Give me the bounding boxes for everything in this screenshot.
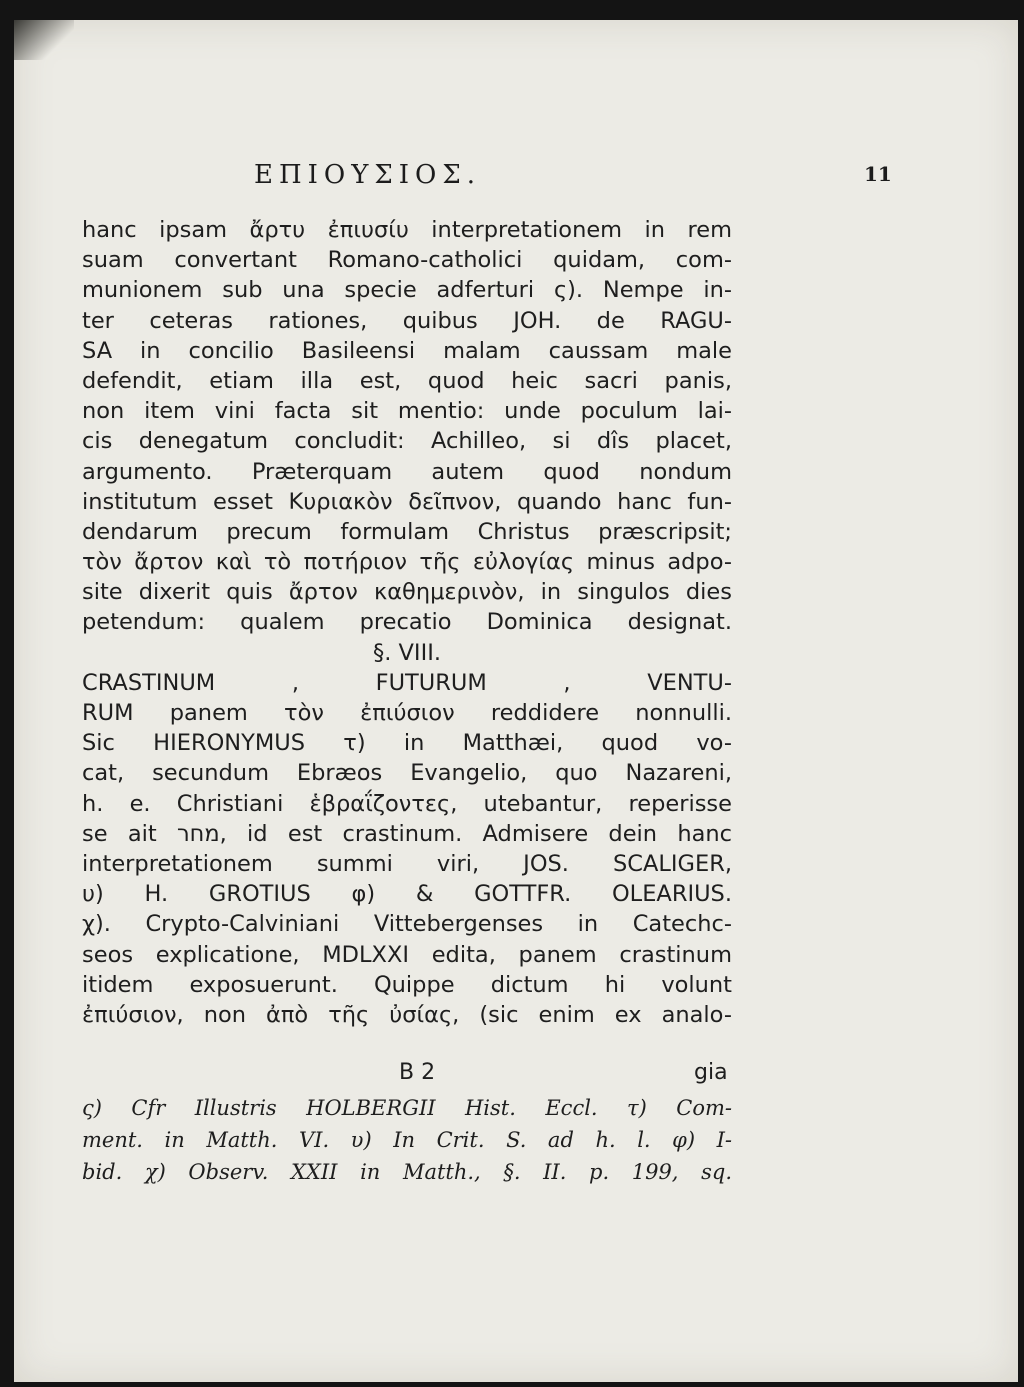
- text-line: dendarum precum formulam Christus præscripsit;: [82, 518, 732, 545]
- text-line: non item vini facta sit mentio: unde poculum lai-: [82, 398, 732, 425]
- text-line: argumento. Præterquam autem quod nondum: [82, 458, 732, 485]
- text-line: ἐπιύσιον, non ἀπὸ τῆς ὐσίας, (sic enim ex analo-: [82, 1001, 732, 1028]
- footnote-line: bid. χ) Observ. XXII in Matth., §. II. p. 199, sq.: [82, 1160, 732, 1184]
- text-line: seos explicatione, MDLXXI edita, panem crastinum: [82, 941, 732, 968]
- page-number: 11: [864, 162, 892, 186]
- text-line: site dixerit quis ἄρτον καθημερινὸν, in singulos dies: [82, 579, 732, 606]
- text-line: SA in concilio Basileensi malam caussam male: [82, 337, 732, 364]
- text-line: suam convertant Romano-catholici quidam, com-: [82, 247, 732, 274]
- footnote-line: ment. in Matth. VI. υ) In Crit. S. ad h. l. φ) I-: [82, 1128, 732, 1152]
- main-text-block: [82, 215, 732, 1030]
- text-line: RUM panem τὸν ἐπιύσιον reddidere nonnulli.: [82, 700, 732, 726]
- text-line: cis denegatum concludit: Achilleo, si dîs placet,: [82, 428, 732, 455]
- text-line: defendit, etiam illa est, quod heic sacri panis,: [82, 367, 732, 394]
- text-line: CRASTINUM , FUTURUM , VENTU-: [82, 669, 732, 696]
- signature-mark: B 2: [399, 1060, 436, 1085]
- text-line: Sic HIERONYMUS τ) in Matthæi, quod vo-: [82, 730, 732, 757]
- text-line: munionem sub una specie adferturi ς). Nempe in-: [82, 277, 732, 304]
- catchword: gia: [694, 1060, 728, 1085]
- text-line: τὸν ἄρτον καὶ τὸ ποτήριον τῆς εὐλογίας minus adpo-: [82, 549, 732, 576]
- footnote-line: ς) Cfr Illustris HOLBERGII Hist. Eccl. τ) Com-: [82, 1096, 732, 1120]
- footnotes-block: [82, 1092, 732, 1188]
- section-heading: §. VIII.: [372, 639, 441, 666]
- text-line: institutum esset Κυριακὸν δεῖπνον, quando hanc fun-: [82, 488, 732, 515]
- text-line: se ait מחר, id est crastinum. Admisere dein hanc: [82, 820, 732, 847]
- page-header: [14, 160, 1018, 200]
- text-line: χ). Crypto-Calviniani Vittebergenses in Catechc-: [82, 911, 732, 938]
- text-line: petendum: qualem precatio Dominica designat.: [82, 609, 732, 636]
- text-line: itidem exposuerunt. Quippe dictum hi volunt: [82, 971, 732, 998]
- page-corner-shadow: [14, 20, 74, 60]
- text-line: ter ceteras rationes, quibus JOH. de RAGU-: [82, 307, 732, 334]
- text-line: interpretationem summi viri, JOS. SCALIGER,: [82, 850, 732, 877]
- book-page: [14, 20, 1018, 1382]
- text-line: υ) H. GROTIUS φ) & GOTTFR. OLEARIUS.: [82, 881, 732, 908]
- running-head: ΕΠΙΟΥΣΙΟΣ.: [254, 160, 482, 190]
- text-line: h. e. Christiani ἑβραΐζοντες, utebantur, reperisse: [82, 790, 732, 817]
- text-line: cat, secundum Ebræos Evangelio, quo Nazareni,: [82, 760, 732, 787]
- text-line: hanc ipsam ἄρτυ ἐπιυσίυ interpretationem in rem: [82, 217, 732, 243]
